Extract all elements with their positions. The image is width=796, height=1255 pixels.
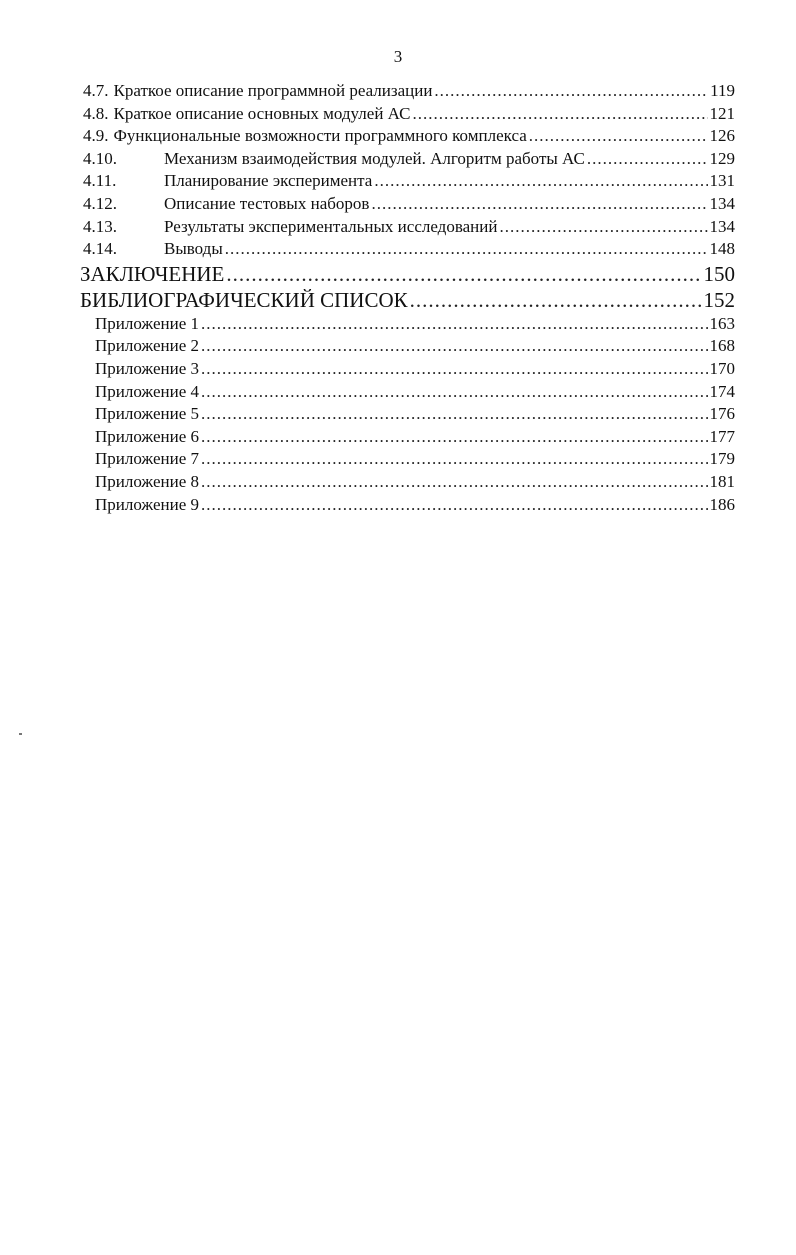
toc-dot-leader — [374, 170, 707, 193]
toc-dot-leader — [226, 261, 701, 287]
toc-entry-page: 152 — [703, 287, 735, 312]
toc-entry-page: 179 — [709, 449, 735, 469]
toc-entry[interactable] — [80, 103, 735, 126]
toc-entry-page: 134 — [709, 216, 735, 236]
toc-major-entry-conclusion[interactable] — [80, 261, 735, 287]
toc-dot-leader — [201, 448, 708, 471]
toc-entry-title: Приложение 9 — [95, 494, 199, 514]
toc-entry-number: 4.9. — [83, 126, 109, 146]
toc-dot-leader — [225, 238, 708, 261]
toc-entry-page: 186 — [709, 494, 735, 514]
toc-dot-leader — [412, 103, 707, 126]
toc-entry-page: 148 — [709, 239, 735, 259]
toc-dot-leader — [201, 426, 708, 449]
toc-entry-title: Выводы — [164, 239, 223, 259]
toc-appendix-entry[interactable] — [80, 313, 735, 336]
toc-dot-leader — [201, 381, 708, 404]
toc-entry-title: Механизм взаимодействия модулей. Алгоритм работы АС — [164, 148, 585, 168]
toc-entry-page: 119 — [710, 81, 735, 100]
toc-dot-leader — [371, 193, 707, 216]
toc-entry-page: 174 — [709, 381, 735, 401]
toc-entry-title: Приложение 1 — [95, 313, 199, 333]
toc-entry-title: Планирование эксперимента — [164, 171, 373, 191]
toc-entry-page: 126 — [709, 126, 735, 146]
toc-major-entry-bibliography[interactable] — [80, 287, 735, 313]
toc-appendix-entry[interactable] — [80, 358, 735, 381]
toc-appendix-entry[interactable] — [80, 426, 735, 449]
toc-entry-page: 134 — [709, 193, 735, 213]
toc-entry-title: Приложение 5 — [95, 404, 199, 424]
toc-entry[interactable] — [80, 125, 735, 148]
toc-dot-leader — [529, 125, 708, 148]
toc-entry[interactable] — [80, 193, 735, 216]
toc-entry-page: 168 — [709, 336, 735, 356]
toc-entry[interactable] — [80, 80, 735, 103]
toc-entry-number: 4.13. — [83, 216, 117, 236]
toc-appendix-entry[interactable] — [80, 403, 735, 426]
toc-dot-leader — [201, 494, 708, 517]
toc-entry-title: Приложение 2 — [95, 336, 199, 356]
toc-entry[interactable] — [80, 170, 735, 193]
toc-entry-page: 181 — [709, 471, 735, 491]
toc-dot-leader — [434, 80, 708, 103]
toc-entry-title: Краткое описание программной реализации — [113, 81, 433, 100]
scan-speck — [19, 733, 22, 735]
toc-appendix-entry[interactable] — [80, 494, 735, 517]
toc-entry-page: 176 — [709, 404, 735, 424]
toc-entry-number: 4.14. — [83, 239, 117, 259]
toc-entry-number: 4.10. — [83, 148, 117, 168]
toc-entry[interactable] — [80, 238, 735, 261]
toc-dot-leader — [587, 148, 708, 171]
toc-appendix-entry[interactable] — [80, 335, 735, 358]
toc-appendix-entry[interactable] — [80, 448, 735, 471]
toc-dot-leader — [201, 313, 708, 336]
toc-dot-leader — [201, 358, 708, 381]
toc-entry-number: 4.8. — [83, 103, 109, 123]
toc-entry[interactable] — [80, 148, 735, 171]
toc-entry-title: Приложение 6 — [95, 426, 199, 446]
toc-appendix-entry[interactable] — [80, 381, 735, 404]
toc-dot-leader — [201, 471, 708, 494]
table-of-contents — [80, 80, 735, 516]
toc-entry-title: Приложение 4 — [95, 381, 199, 401]
toc-entry-title: Краткое описание основных модулей АС — [113, 103, 411, 123]
toc-entry-title: ЗАКЛЮЧЕНИЕ — [80, 261, 225, 286]
toc-entry-page: 177 — [709, 426, 735, 446]
toc-dot-leader — [201, 403, 708, 426]
toc-entry-page: 150 — [703, 261, 735, 286]
toc-entry-page: 131 — [709, 171, 735, 191]
toc-dot-leader — [201, 335, 708, 358]
toc-entry-page: 163 — [709, 313, 735, 333]
toc-dot-leader — [499, 216, 707, 239]
toc-entry-title: Приложение 7 — [95, 449, 199, 469]
toc-entry-number: 4.12. — [83, 193, 117, 213]
toc-appendix-entry[interactable] — [80, 471, 735, 494]
toc-entry-number: 4.7. — [83, 81, 109, 100]
toc-entry-title: Приложение 8 — [95, 471, 199, 491]
toc-entry[interactable] — [80, 216, 735, 239]
toc-entry-number: 4.11. — [83, 171, 117, 191]
toc-entry-title: БИБЛИОГРАФИЧЕСКИЙ СПИСОК — [80, 287, 408, 312]
toc-entry-page: 129 — [709, 148, 735, 168]
toc-entry-title: Результаты экспериментальных исследований — [164, 216, 498, 236]
toc-entry-title: Описание тестовых наборов — [164, 193, 370, 213]
toc-entry-page: 170 — [709, 358, 735, 378]
toc-entry-title: Функциональные возможности программного комплекса — [113, 126, 527, 146]
toc-dot-leader — [410, 287, 702, 313]
page-number: 3 — [393, 47, 403, 66]
toc-entry-title: Приложение 3 — [95, 358, 199, 378]
toc-entry-page: 121 — [709, 103, 735, 123]
